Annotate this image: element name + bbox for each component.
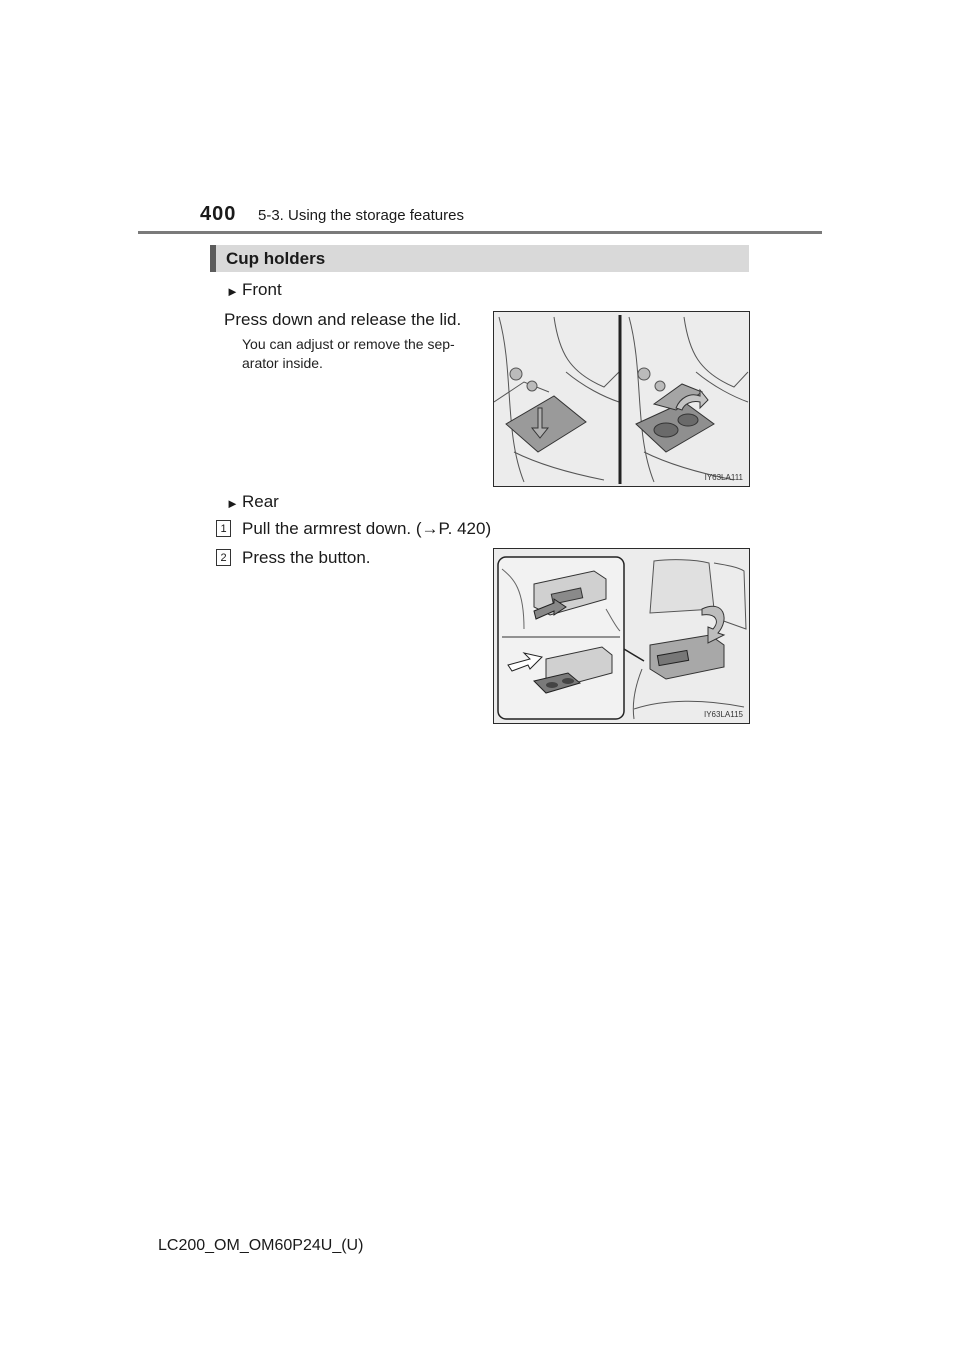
front-instruction: Press down and release the lid. — [224, 310, 462, 329]
rear-label: Rear — [242, 492, 279, 511]
section-heading-text: Cup holders — [226, 249, 326, 268]
front-figure-code: IY63LA111 — [704, 473, 743, 482]
triangle-right-icon: ► — [226, 496, 239, 511]
front-note-line-1: You can adjust or remove the sep- — [242, 336, 455, 352]
front-note — [242, 335, 477, 373]
rear-cup-holder-illustration — [493, 548, 750, 724]
step-text: Press the button. — [242, 548, 371, 567]
front-cup-holder-illustration — [493, 311, 750, 487]
section-heading — [210, 245, 749, 272]
step-number-badge: 2 — [216, 549, 231, 566]
rear-figure-code: IY63LA115 — [704, 710, 743, 719]
section-title: 5-3. Using the storage features — [258, 207, 464, 224]
document-code: LC200_OM_OM60P24U_(U) — [158, 1237, 364, 1254]
step-number-badge: 1 — [216, 520, 231, 537]
front-label: Front — [242, 280, 282, 299]
step-text: Pull the armrest down. (→P. 420) — [242, 519, 492, 538]
triangle-right-icon: ► — [226, 284, 239, 299]
front-note-line-2: arator inside. — [242, 355, 323, 371]
header-divider — [138, 231, 822, 234]
page-number: 400 — [200, 203, 237, 225]
